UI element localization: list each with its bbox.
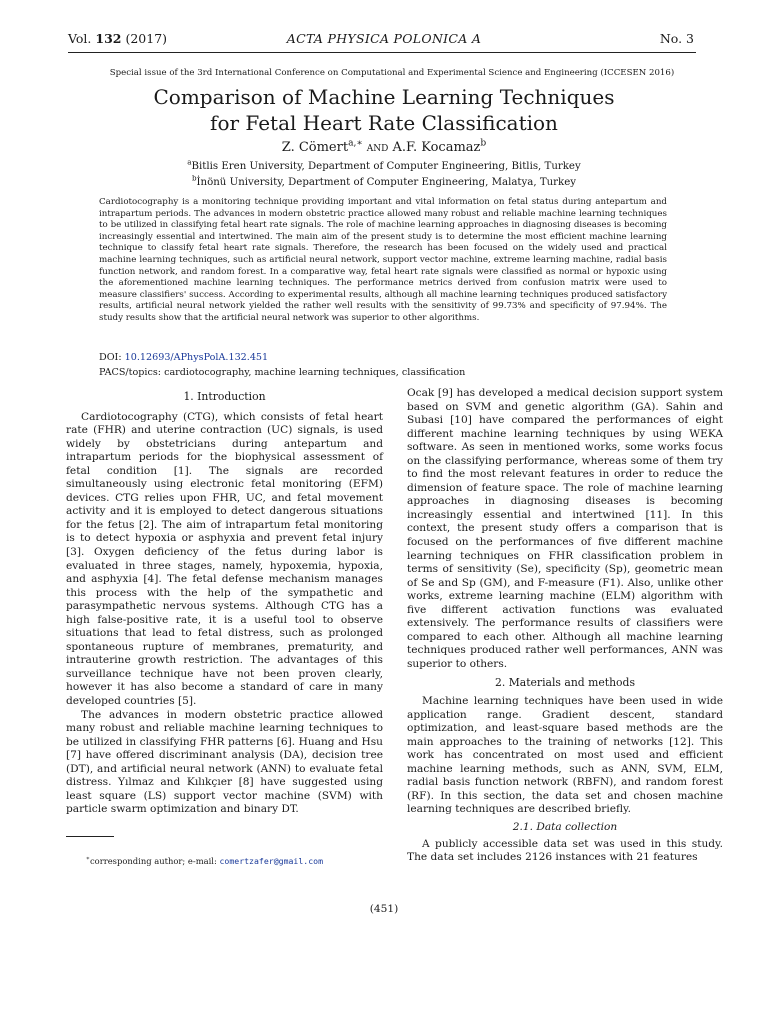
special-issue-note: Special issue of the 3rd International Conference on Computational and Experimental Science and Engineering (ICCESEN 2016) — [109, 68, 675, 78]
intro-paragraph-1: Cardiotocography (CTG), which consists of fetal heart rate (FHR) and uterine contraction (UC) signals, is used widely by obstetricians during antepartum and intrapartum periods for the biophysical assessment of fetal condition [1]. The signals are recorded simultaneously using electronic fetal monitoring (EFM) devices. CTG relies upon FHR, UC, and fetal movement activity and it is employed to detect dangerous situations for the fetus [2]. The aim of intrapartum fetal monitoring is to detect hypoxia or asphyxia and prevent fetal injury [3]. Oxygen deficiency of the fetus during labor is evaluated in three stages, namely, hypoxemia, hypoxia, and asphyxia [4]. The fetal defense mechanism manages this process with the help of the sympathetic and parasympathetic nervous systems. Although CTG has a high false-positive rate, it is a useful tool to observe situations that lead to fetal distress, such as prolonged spontaneous rupture of membranes, prematurity, and intrauterine growth restriction. The advantages of this surveillance technique have not been proven clearly, however it has also become a standard of care in many developed countries [5]. — [66, 410, 383, 708]
data-collection-paragraph: A publicly accessible data set was used in this study. The data set includes 2126 instances with 21 features — [407, 837, 723, 864]
author-conjunction: and — [366, 140, 389, 155]
section-heading-materials-methods: 2. Materials and methods — [494, 676, 636, 690]
doi-label: DOI: — [99, 352, 122, 363]
intro-paragraph-3: Ocak [9] has developed a medical decision support system based on SVM and genetic algorithm (GA). Sahin and Subasi [10] have compared the performances of eight different machine learning techniques by using WEKA software. As seen in mentioned works, some works focus on the classifying performance, whereas some of them try to find the most relevant features in order to reduce the dimension of feature space. The role of machine learning approaches in diagnosing diseases is becoming increasingly essential and intertwined [11]. In this context, the present study offers a comparison that is focused on the performances of five different machine learning techniques on FHR classification problem in terms of sensitivity (Se), specificity (Sp), geometric mean of Se and Sp (GM), and F-measure (F1). Also, unlike other works, extreme learning machine (ELM) algorithm with five different activation functions was evaluated extensively. The performance results of classifiers were compared to each other. Although all machine learning techniques produced rather well performances, ANN was superior to others. — [407, 387, 723, 670]
footnote-text: corresponding author; e-mail: — [89, 856, 217, 866]
left-column — [66, 390, 383, 817]
section-heading-introduction: 1. Introduction — [183, 390, 266, 403]
methods-paragraph-1: Machine learning techniques have been used in wide application range. Gradient descent, standard optimization, and least-square based methods are the main approaches to the training of networks [12]. This work has concentrated on most used and efficient machine learning methods, such as ANN, SVM, ELM, radial basis function network (RBFN), and random forest (RF). In this section, the data set and chosen machine learning techniques are described briefly. — [407, 695, 723, 816]
journal-name: ACTA PHYSICA POLONICA A — [286, 31, 482, 46]
page-number: (451) — [369, 903, 399, 915]
footnote — [86, 856, 323, 867]
volume-info: Vol. 132 (2017) — [68, 31, 168, 46]
volume-number: 132 — [95, 31, 122, 46]
pacs-topics: PACS/topics: cardiotocography, machine learning techniques, classification — [99, 367, 466, 378]
paper-title — [60, 84, 708, 136]
header-rule — [68, 52, 696, 53]
affiliation-b: $^b$İnönü University, Department of Computer Engineering, Malatya, Turkey — [191, 173, 577, 188]
doi-line — [99, 351, 667, 364]
author-list — [60, 140, 708, 156]
footnote-rule — [66, 836, 114, 837]
footnote-marker: ∗ — [86, 856, 90, 863]
author-2: A.F. Kocamaz — [392, 140, 481, 155]
intro-paragraph-2: The advances in modern obstetric practice allowed many robust and reliable machine learning techniques to be utilized in classifying FHR patterns [6]. Huang and Hsu [7] have offered discriminant analysis (DA), decision tree (DT), and artificial neural network (ANN) to evaluate fetal distress. Yılmaz and Kılıkçıer [8] have suggested using least square (LS) support vector machine (SVM) with particle swarm optimization and binary DT. — [66, 708, 383, 816]
affiliation-a: $^a$Bitlis Eren University, Department of Computer Engineering, Bitlis, Turkey — [187, 157, 581, 172]
title-line-1: Comparison of Machine Learning Techniques — [153, 85, 615, 109]
doi-link[interactable]: 10.12693/APhysPolA.132.451 — [124, 352, 269, 363]
right-column — [407, 387, 723, 865]
author-2-affiliation-mark: b — [480, 138, 487, 149]
subsection-heading-data-collection: 2.1. Data collection — [512, 820, 618, 833]
author-1-affiliation-mark: a,∗ — [348, 138, 363, 149]
issue-number: No. 3 — [659, 31, 694, 46]
year: (2017) — [125, 31, 168, 46]
abstract: Cardiotocography is a monitoring technique providing important and vital information on fetal status during antepartum and intrapartum periods. The advances in modern obstetric practice allowed many robust and reliable machine learning techniques to be utilized in classifying fetal heart rate signals. The role of machine learning approaches in diagnosing diseases is becoming increasingly essential and intertwined. The main aim of the present study is to determine the most efficient machine learning technique to classify fetal heart rate signals. Therefore, the research has been focused on the widely used and practical machine learning techniques, such as artificial neural network, support vector machine, extreme learning machine, radial basis function network, and random forest. In a comparative way, fetal heart rate signals were classified as normal or hypoxic using the aforementioned machine learning techniques. The performance metrics derived from confusion matrix were used to measure classifiers' success. According to experimental results, although all machine learning techniques produced satisfactory results, artificial neural network yielded the rather well results with the sensitivity of 99.73% and specificity of 97.94%. The study results show that the artificial neural network was superior to other algorithms. — [99, 197, 667, 323]
email-link[interactable]: comertzafer@gmail.com — [219, 856, 323, 866]
title-line-2: for Fetal Heart Rate Classification — [210, 111, 558, 135]
author-1: Z. Cömert — [281, 140, 349, 155]
